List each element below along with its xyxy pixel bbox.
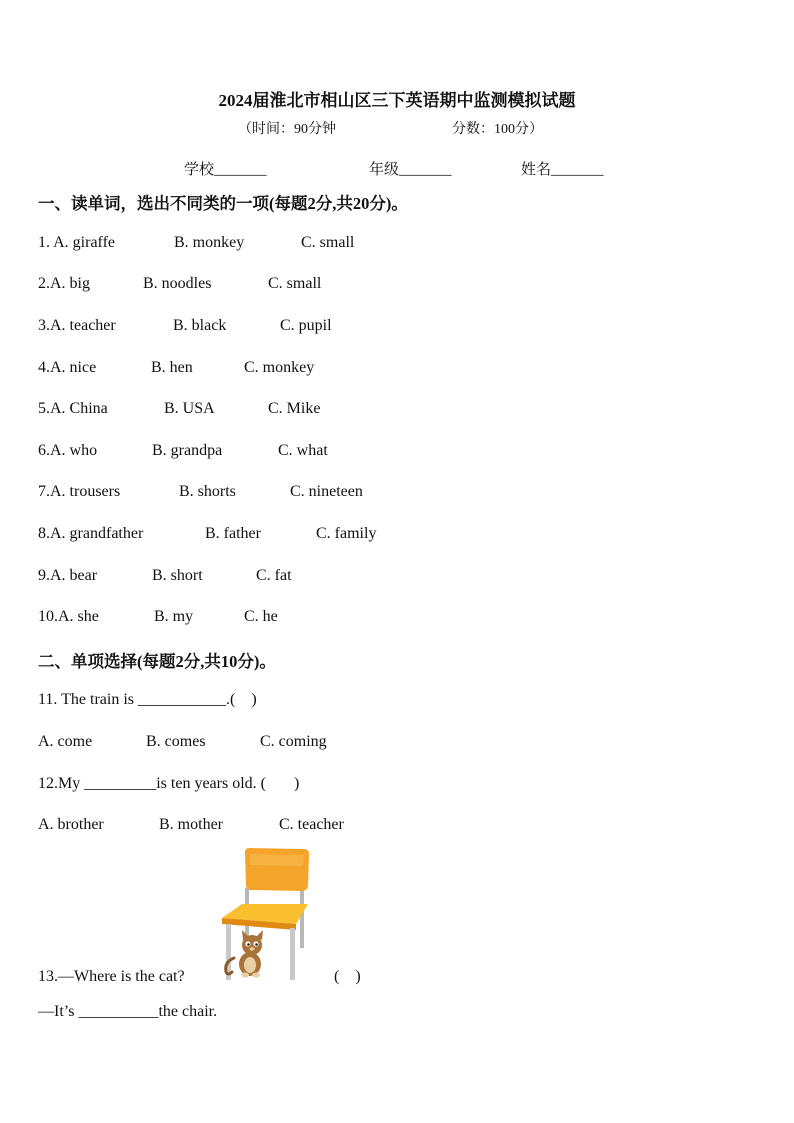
q7-option-a: 7.A. trousers xyxy=(38,483,121,500)
q3-option-c: C. pupil xyxy=(280,317,332,334)
q7-option-b: B. shorts xyxy=(179,483,236,500)
q3-option-a: 3.A. teacher xyxy=(38,317,116,334)
q1-option-b: B. monkey xyxy=(174,234,245,251)
q10-option-c: C. he xyxy=(244,608,278,625)
q12-option-c: C. teacher xyxy=(279,816,344,833)
name-field: 姓名_______ xyxy=(521,162,604,178)
q2-option-a: 2.A. big xyxy=(38,275,90,292)
page-title: 2024届淮北市相山区三下英语期中监测模拟试题 xyxy=(218,91,576,110)
q12-option-a: A. brother xyxy=(38,816,104,833)
q7-option-c: C. nineteen xyxy=(290,483,363,500)
q11-option-c: C. coming xyxy=(260,733,327,750)
q8-option-a: 8.A. grandfather xyxy=(38,525,144,542)
q11-option-b: B. comes xyxy=(146,733,206,750)
q10-option-a: 10.A. she xyxy=(38,608,99,625)
q4-option-c: C. monkey xyxy=(244,359,315,376)
grade-field: 年级_______ xyxy=(369,162,452,178)
q11-option-a: A. come xyxy=(38,733,93,750)
exam-time: （时间：90分钟 xyxy=(238,122,336,137)
q8-option-b: B. father xyxy=(205,525,261,542)
q4-option-a: 4.A. nice xyxy=(38,359,97,376)
exam-score: 分数：100分） xyxy=(452,122,543,137)
q5-option-b: B. USA xyxy=(164,400,215,417)
q3-option-b: B. black xyxy=(173,317,227,334)
q12-option-b: B. mother xyxy=(159,816,223,833)
q13-stem: 13.—Where is the cat? xyxy=(38,968,185,985)
q8-option-c: C. family xyxy=(316,525,377,542)
q5-option-c: C. Mike xyxy=(268,400,321,417)
q2-option-b: B. noodles xyxy=(143,275,212,292)
q9-option-b: B. short xyxy=(152,567,203,584)
q2-option-c: C. small xyxy=(268,275,322,292)
q9-option-c: C. fat xyxy=(256,567,292,584)
section2-heading: 二、单项选择(每题2分,共10分)。 xyxy=(38,652,276,671)
q1-option-c: C. small xyxy=(301,234,355,251)
q1-option-a: 1. A. giraffe xyxy=(38,234,116,251)
q6-option-b: B. grandpa xyxy=(152,442,223,459)
q12-stem: 12.My _________is ten years old. ( ) xyxy=(38,775,300,792)
q13-answer-line: —It’s __________the chair. xyxy=(38,1003,218,1020)
q11-stem: 11. The train is ___________.( ) xyxy=(38,691,257,708)
section1-heading: 一、读单词，选出不同类的一项(每题2分,共20分)。 xyxy=(38,194,408,213)
chair-with-cat-illustration xyxy=(212,846,312,982)
q10-option-b: B. my xyxy=(154,608,194,625)
q6-option-c: C. what xyxy=(278,442,328,459)
q9-option-a: 9.A. bear xyxy=(38,567,98,584)
school-field: 学校_______ xyxy=(184,162,267,178)
q13-answer-bracket: ( ) xyxy=(334,968,361,985)
q5-option-a: 5.A. China xyxy=(38,400,108,417)
q4-option-b: B. hen xyxy=(151,359,193,376)
q6-option-a: 6.A. who xyxy=(38,442,98,459)
